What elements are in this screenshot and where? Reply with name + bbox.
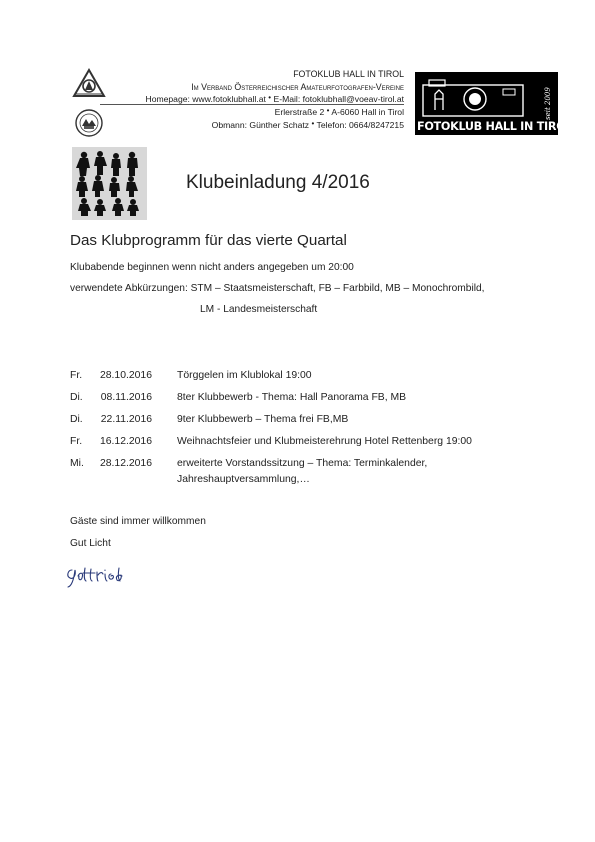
address-line: Erlerstraße 2 • A-6060 Hall in Tirol	[274, 106, 404, 117]
abbreviations-note: verwendete Abkürzungen: STM – Staatsmeisterschaft, FB – Farbbild, MB – Monochrombild,	[70, 283, 485, 294]
start-time-note: Klubabende beginnen wenn nicht anders angegeben um 20:00	[70, 262, 354, 273]
club-banner-logo: seit 2009 FOTOKLUB HALL IN TIROL	[415, 72, 558, 135]
voeav-logo-icon	[72, 68, 106, 98]
program-heading: Das Klubprogramm für das vierte Quartal	[70, 232, 347, 249]
photographers-silhouette-image	[72, 147, 147, 220]
club-seal-icon	[73, 108, 105, 138]
page-title: Klubeinladung 4/2016	[186, 172, 370, 193]
contact-line: Homepage: www.fotoklubhall.at • E-Mail: fotoklubhall@voeav-tirol.at	[145, 93, 404, 104]
closing-greeting: Gut Licht	[70, 538, 111, 549]
abbreviations-note-cont: LM - Landesmeisterschaft	[200, 304, 318, 315]
guests-note: Gäste sind immer willkommen	[70, 516, 206, 527]
camera-icon	[421, 77, 526, 117]
handwritten-signature	[64, 560, 134, 590]
homepage-link[interactable]: Homepage: www.fotoklubhall.at	[145, 94, 266, 104]
email-link[interactable]: E-Mail: fotoklubhall@voeav-tirol.at	[273, 94, 404, 104]
chairman-line: Obmann: Günther Schatz • Telefon: 0664/8247215	[211, 119, 404, 130]
association-line: Im Verband Österreichischer Amateurfotografen-Vereine	[191, 82, 404, 92]
club-name: FOTOKLUB HALL IN TIROL	[293, 69, 404, 79]
